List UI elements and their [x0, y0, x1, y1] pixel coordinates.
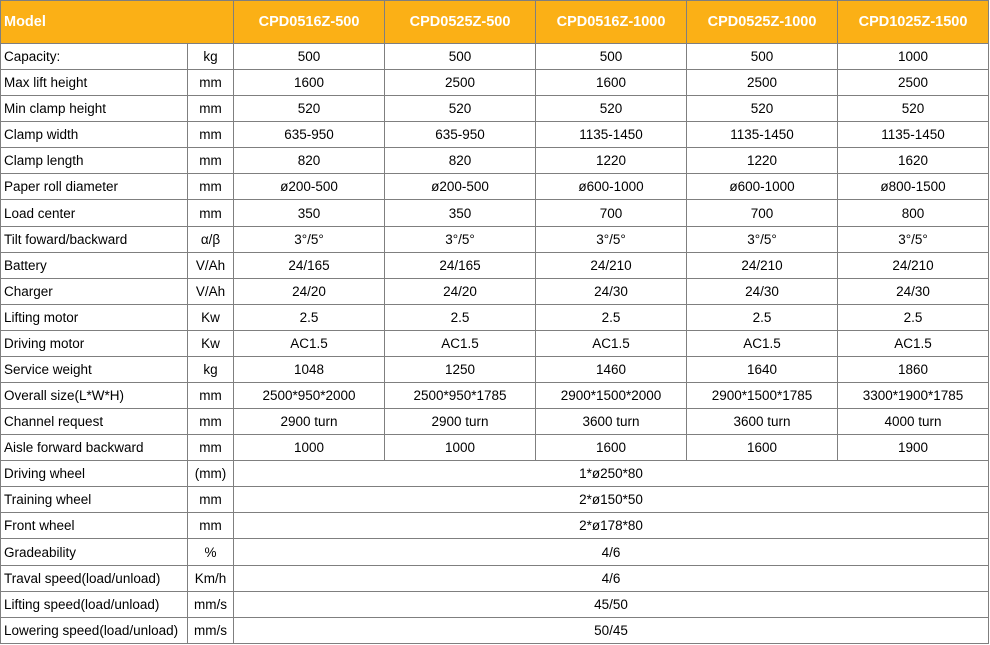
value-cell: 4/6	[234, 565, 989, 591]
row-unit: mm	[188, 200, 234, 226]
row-unit: mm	[188, 409, 234, 435]
value-cell: 700	[687, 200, 838, 226]
table-body	[1, 44, 989, 644]
value-cell: 2500*950*1785	[385, 383, 536, 409]
value-cell: 820	[234, 148, 385, 174]
model-column-header: CPD1025Z-1500	[838, 1, 989, 44]
table-row	[1, 200, 989, 226]
table-row	[1, 617, 989, 643]
row-unit: mm	[188, 96, 234, 122]
value-cell: 1220	[536, 148, 687, 174]
value-cell: 2*ø150*50	[234, 487, 989, 513]
row-label: Training wheel	[1, 487, 188, 513]
model-column-header: CPD0516Z-500	[234, 1, 385, 44]
row-label: Clamp width	[1, 122, 188, 148]
value-cell: 3°/5°	[536, 226, 687, 252]
value-cell: 24/30	[536, 278, 687, 304]
value-cell: 1600	[234, 70, 385, 96]
value-cell: 2900*1500*2000	[536, 383, 687, 409]
value-cell: 520	[234, 96, 385, 122]
value-cell: AC1.5	[234, 330, 385, 356]
row-unit: mm	[188, 513, 234, 539]
value-cell: 1000	[234, 435, 385, 461]
model-column-header: CPD0516Z-1000	[536, 1, 687, 44]
value-cell: AC1.5	[687, 330, 838, 356]
value-cell: 1600	[536, 70, 687, 96]
value-cell: ø200-500	[385, 174, 536, 200]
row-unit: %	[188, 539, 234, 565]
row-unit: Km/h	[188, 565, 234, 591]
table-row	[1, 122, 989, 148]
row-unit: (mm)	[188, 461, 234, 487]
value-cell: ø600-1000	[536, 174, 687, 200]
value-cell: 24/210	[536, 252, 687, 278]
value-cell: 1000	[838, 44, 989, 70]
table-row	[1, 383, 989, 409]
value-cell: 500	[234, 44, 385, 70]
model-column-header: CPD0525Z-500	[385, 1, 536, 44]
value-cell: 24/210	[687, 252, 838, 278]
table-row	[1, 409, 989, 435]
value-cell: 2.5	[234, 304, 385, 330]
value-cell: 24/165	[234, 252, 385, 278]
value-cell: 24/210	[838, 252, 989, 278]
value-cell: 520	[385, 96, 536, 122]
value-cell: 2900 turn	[385, 409, 536, 435]
value-cell: 635-950	[385, 122, 536, 148]
value-cell: 24/30	[838, 278, 989, 304]
header-row	[1, 1, 989, 44]
table-row	[1, 278, 989, 304]
model-column-header: CPD0525Z-1000	[687, 1, 838, 44]
row-unit: mm	[188, 148, 234, 174]
row-unit: mm	[188, 122, 234, 148]
row-label: Service weight	[1, 356, 188, 382]
row-label: Traval speed(load/unload)	[1, 565, 188, 591]
value-cell: ø200-500	[234, 174, 385, 200]
value-cell: 3600 turn	[687, 409, 838, 435]
row-unit: mm	[188, 383, 234, 409]
value-cell: 2500	[687, 70, 838, 96]
table-row	[1, 252, 989, 278]
value-cell: 500	[536, 44, 687, 70]
table-row	[1, 96, 989, 122]
value-cell: 24/30	[687, 278, 838, 304]
value-cell: 4000 turn	[838, 409, 989, 435]
value-cell: 24/20	[385, 278, 536, 304]
value-cell: 1135-1450	[687, 122, 838, 148]
row-label: Clamp length	[1, 148, 188, 174]
row-unit: α/β	[188, 226, 234, 252]
value-cell: 2.5	[385, 304, 536, 330]
row-label: Gradeability	[1, 539, 188, 565]
value-cell: 520	[687, 96, 838, 122]
table-row	[1, 591, 989, 617]
row-label: Battery	[1, 252, 188, 278]
value-cell: 2.5	[838, 304, 989, 330]
value-cell: 1220	[687, 148, 838, 174]
row-unit: kg	[188, 44, 234, 70]
row-label: Charger	[1, 278, 188, 304]
value-cell: 1000	[385, 435, 536, 461]
row-unit: Kw	[188, 304, 234, 330]
value-cell: 2*ø178*80	[234, 513, 989, 539]
value-cell: 3300*1900*1785	[838, 383, 989, 409]
row-label: Min clamp height	[1, 96, 188, 122]
value-cell: 2.5	[687, 304, 838, 330]
row-label: Lifting speed(load/unload)	[1, 591, 188, 617]
value-cell: 1135-1450	[536, 122, 687, 148]
table-row	[1, 304, 989, 330]
value-cell: 500	[687, 44, 838, 70]
value-cell: 2.5	[536, 304, 687, 330]
row-label: Front wheel	[1, 513, 188, 539]
value-cell: 635-950	[234, 122, 385, 148]
value-cell: 24/165	[385, 252, 536, 278]
value-cell: AC1.5	[536, 330, 687, 356]
value-cell: 3°/5°	[385, 226, 536, 252]
value-cell: ø600-1000	[687, 174, 838, 200]
model-header: Model	[1, 1, 234, 44]
value-cell: AC1.5	[385, 330, 536, 356]
table-row	[1, 461, 989, 487]
row-label: Driving wheel	[1, 461, 188, 487]
value-cell: 3°/5°	[687, 226, 838, 252]
value-cell: 2900 turn	[234, 409, 385, 435]
row-unit: mm/s	[188, 591, 234, 617]
table-row	[1, 356, 989, 382]
value-cell: 50/45	[234, 617, 989, 643]
row-unit: mm	[188, 70, 234, 96]
value-cell: 1900	[838, 435, 989, 461]
value-cell: 520	[536, 96, 687, 122]
value-cell: 1600	[687, 435, 838, 461]
table-header	[1, 1, 989, 44]
value-cell: 1048	[234, 356, 385, 382]
table-row	[1, 70, 989, 96]
table-row	[1, 513, 989, 539]
row-label: Capacity:	[1, 44, 188, 70]
table-row	[1, 44, 989, 70]
value-cell: 1250	[385, 356, 536, 382]
row-unit: kg	[188, 356, 234, 382]
value-cell: 350	[385, 200, 536, 226]
value-cell: 3°/5°	[838, 226, 989, 252]
table-row	[1, 487, 989, 513]
value-cell: 1135-1450	[838, 122, 989, 148]
value-cell: 4/6	[234, 539, 989, 565]
row-label: Lowering speed(load/unload)	[1, 617, 188, 643]
row-label: Tilt foward/backward	[1, 226, 188, 252]
row-label: Aisle forward backward	[1, 435, 188, 461]
row-unit: mm/s	[188, 617, 234, 643]
value-cell: 1*ø250*80	[234, 461, 989, 487]
value-cell: 820	[385, 148, 536, 174]
value-cell: 24/20	[234, 278, 385, 304]
row-label: Paper roll diameter	[1, 174, 188, 200]
value-cell: 520	[838, 96, 989, 122]
row-label: Channel request	[1, 409, 188, 435]
table-row	[1, 226, 989, 252]
table-row	[1, 565, 989, 591]
value-cell: 1640	[687, 356, 838, 382]
table-row	[1, 330, 989, 356]
value-cell: 1460	[536, 356, 687, 382]
row-unit: mm	[188, 487, 234, 513]
value-cell: AC1.5	[838, 330, 989, 356]
value-cell: 800	[838, 200, 989, 226]
row-label: Lifting motor	[1, 304, 188, 330]
row-unit: mm	[188, 435, 234, 461]
value-cell: 2500	[838, 70, 989, 96]
value-cell: 1620	[838, 148, 989, 174]
value-cell: 45/50	[234, 591, 989, 617]
row-unit: Kw	[188, 330, 234, 356]
row-unit: mm	[188, 174, 234, 200]
value-cell: 2500	[385, 70, 536, 96]
table-row	[1, 539, 989, 565]
value-cell: 700	[536, 200, 687, 226]
value-cell: 500	[385, 44, 536, 70]
value-cell: 1600	[536, 435, 687, 461]
row-unit: V/Ah	[188, 278, 234, 304]
value-cell: ø800-1500	[838, 174, 989, 200]
row-label: Load center	[1, 200, 188, 226]
table-row	[1, 148, 989, 174]
row-label: Driving motor	[1, 330, 188, 356]
value-cell: 350	[234, 200, 385, 226]
value-cell: 3600 turn	[536, 409, 687, 435]
row-unit: V/Ah	[188, 252, 234, 278]
value-cell: 1860	[838, 356, 989, 382]
table-row	[1, 435, 989, 461]
row-label: Overall size(L*W*H)	[1, 383, 188, 409]
value-cell: 2900*1500*1785	[687, 383, 838, 409]
value-cell: 3°/5°	[234, 226, 385, 252]
table-row	[1, 174, 989, 200]
value-cell: 2500*950*2000	[234, 383, 385, 409]
row-label: Max lift height	[1, 70, 188, 96]
